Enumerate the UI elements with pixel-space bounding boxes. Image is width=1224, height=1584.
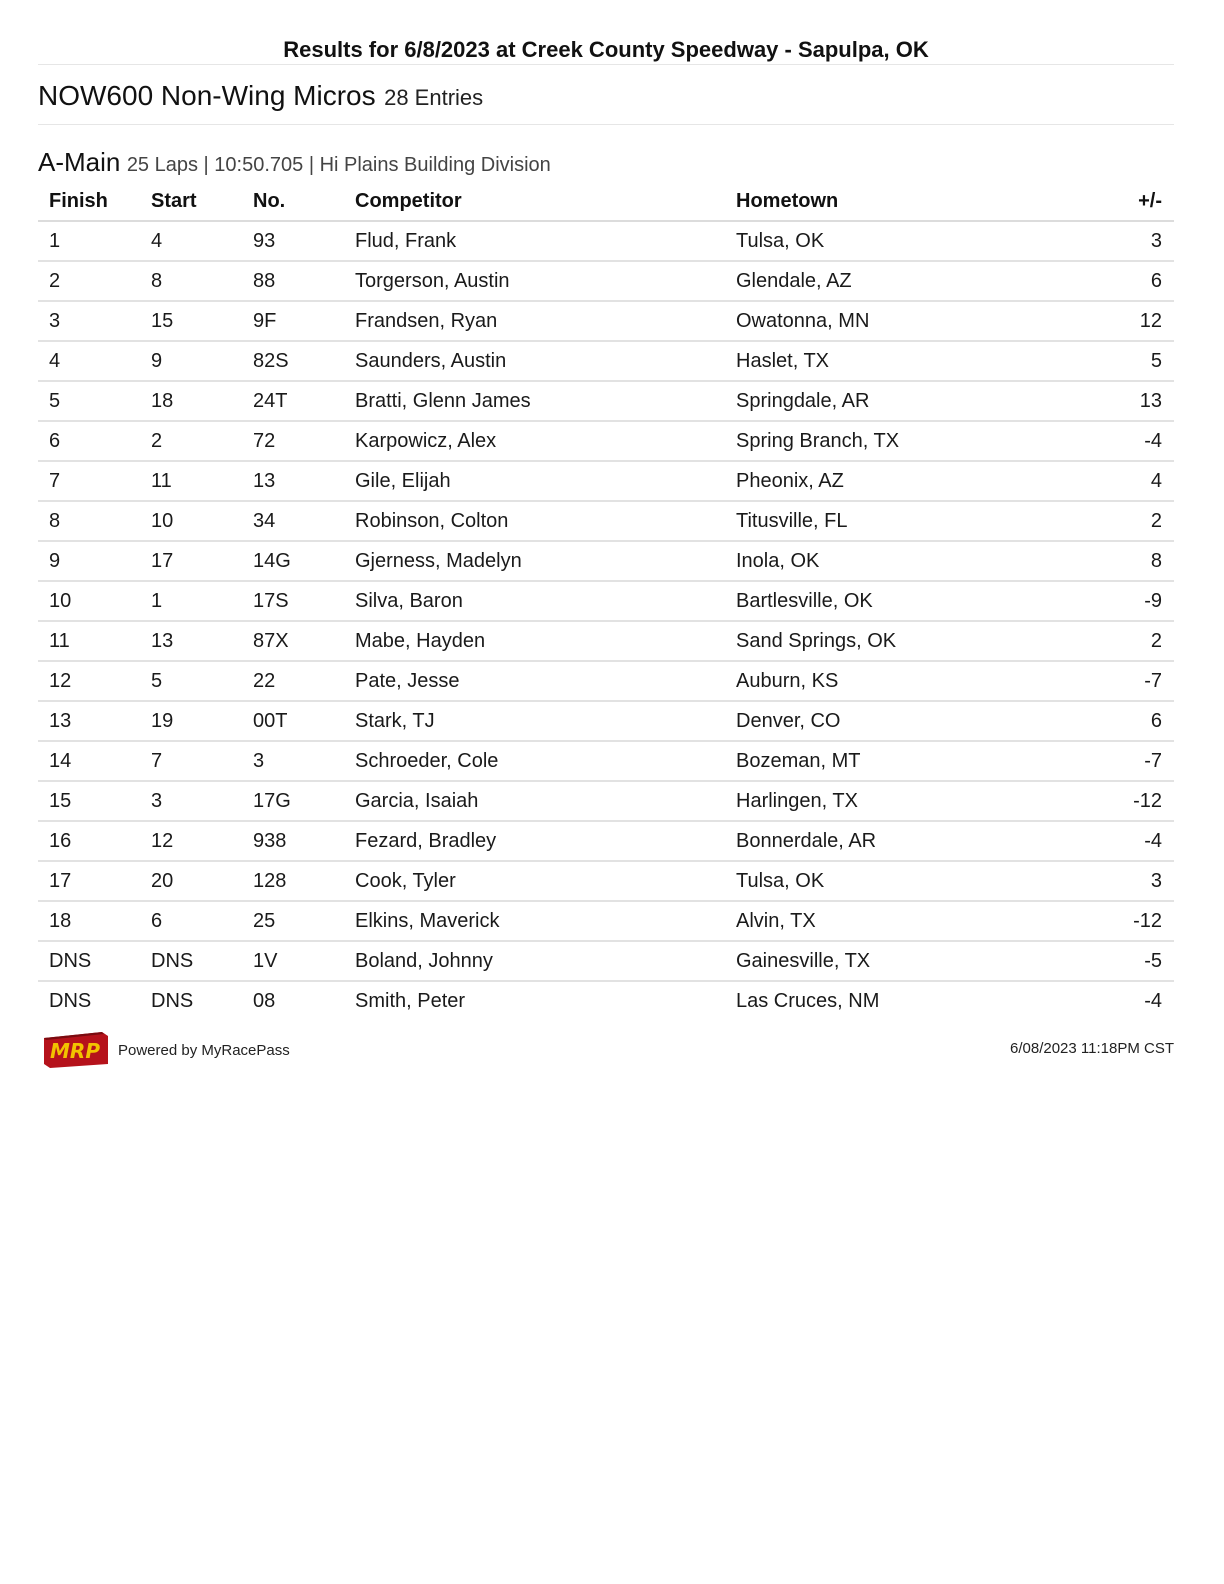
cell-competitor: Boland, Johnny	[344, 941, 725, 981]
cell-plus-minus: -7	[1074, 741, 1174, 781]
table-row	[38, 261, 1174, 301]
cell-finish: 8	[38, 501, 140, 541]
cell-start: 17	[140, 541, 242, 581]
cell-hometown: Owatonna, MN	[725, 301, 1074, 341]
cell-hometown: Sand Springs, OK	[725, 621, 1074, 661]
cell-plus-minus: -4	[1074, 421, 1174, 461]
table-row	[38, 501, 1174, 541]
cell-plus-minus: 13	[1074, 381, 1174, 421]
cell-finish: DNS	[38, 941, 140, 981]
cell-number: 93	[242, 221, 344, 261]
cell-start: 10	[140, 501, 242, 541]
cell-hometown: Harlingen, TX	[725, 781, 1074, 821]
cell-finish: 4	[38, 341, 140, 381]
logo-text: MRP	[50, 1039, 100, 1063]
cell-number: 34	[242, 501, 344, 541]
cell-start: 15	[140, 301, 242, 341]
cell-number: 82S	[242, 341, 344, 381]
cell-hometown: Spring Branch, TX	[725, 421, 1074, 461]
table-row	[38, 541, 1174, 581]
cell-start: 12	[140, 821, 242, 861]
table-row	[38, 901, 1174, 941]
cell-plus-minus: -9	[1074, 581, 1174, 621]
cell-plus-minus: -4	[1144, 989, 1162, 1012]
cell-hometown: Alvin, TX	[725, 901, 1074, 941]
cell-hometown: Bozeman, MT	[725, 741, 1074, 781]
cell-finish: 14	[38, 741, 140, 781]
powered-by-text: Powered by MyRacePass	[118, 1042, 290, 1059]
cell-number: 17G	[242, 781, 344, 821]
cell-finish: 10	[38, 581, 140, 621]
cell-competitor: Saunders, Austin	[344, 341, 725, 381]
table-row	[38, 661, 1174, 701]
table-row	[38, 381, 1174, 421]
cell-competitor: Stark, TJ	[344, 701, 725, 741]
cell-start: 5	[140, 661, 242, 701]
cell-competitor: Flud, Frank	[344, 221, 725, 261]
cell-plus-minus: 6	[1074, 701, 1174, 741]
cell-hometown: Springdale, AR	[725, 381, 1074, 421]
cell-hometown: Haslet, TX	[725, 341, 1074, 381]
cell-competitor: Schroeder, Cole	[344, 741, 725, 781]
cell-hometown: Tulsa, OK	[725, 221, 1074, 261]
cell-start: DNS	[140, 941, 242, 981]
cell-plus-minus: 2	[1074, 501, 1174, 541]
cell-finish: 18	[38, 901, 140, 941]
cell-start: 1	[140, 581, 242, 621]
cell-number: 14G	[242, 541, 344, 581]
myracepass-logo[interactable]	[42, 1030, 108, 1070]
cell-plus-minus: -12	[1074, 781, 1174, 821]
column-header-competitor: Competitor	[344, 182, 725, 221]
cell-start: 6	[140, 901, 242, 941]
cell-competitor: Cook, Tyler	[344, 861, 725, 901]
table-row	[38, 621, 1174, 661]
cell-plus-minus: 3	[1074, 221, 1174, 261]
cell-start: 20	[140, 861, 242, 901]
column-header-finish: Finish	[38, 182, 140, 221]
table-row	[38, 421, 1174, 461]
cell-hometown: Glendale, AZ	[725, 261, 1074, 301]
cell-number: 24T	[242, 381, 344, 421]
cell-start: 19	[140, 701, 242, 741]
table-header-row	[38, 182, 1174, 221]
race-heading	[38, 144, 1174, 180]
cell-finish: 6	[38, 421, 140, 461]
cell-number: 00T	[242, 701, 344, 741]
table-row	[38, 221, 1174, 261]
cell-finish: 13	[38, 701, 140, 741]
cell-hometown: Denver, CO	[725, 701, 1074, 741]
cell-number: 128	[242, 861, 344, 901]
table-row	[38, 941, 1174, 981]
generated-timestamp: 6/08/2023 11:18PM CST	[1010, 1040, 1174, 1057]
footer	[38, 1026, 1174, 1074]
cell-finish: 3	[38, 301, 140, 341]
cell-finish: 16	[38, 821, 140, 861]
cell-finish: 12	[38, 661, 140, 701]
cell-competitor: Karpowicz, Alex	[344, 421, 725, 461]
cell-plus-minus: 2	[1074, 621, 1174, 661]
cell-hometown: Tulsa, OK	[725, 861, 1074, 901]
entry-count: 28 Entries	[384, 85, 484, 110]
cell-number: 88	[242, 261, 344, 301]
table-row	[38, 341, 1174, 381]
cell-number: 13	[242, 461, 344, 501]
table-row	[38, 821, 1174, 861]
cell-finish: 7	[38, 461, 140, 501]
cell-finish: 17	[38, 861, 140, 901]
race-name: A-Main	[38, 147, 121, 177]
cell-number: 72	[242, 421, 344, 461]
cell-finish: 9	[38, 541, 140, 581]
cell-competitor: Frandsen, Ryan	[344, 301, 725, 341]
cell-plus-minus: 6	[1074, 261, 1174, 301]
class-heading	[38, 76, 1174, 125]
cell-competitor: Gile, Elijah	[344, 461, 725, 501]
column-header-start: Start	[140, 182, 242, 221]
cell-competitor: Fezard, Bradley	[344, 821, 725, 861]
cell-competitor: Mabe, Hayden	[344, 621, 725, 661]
table-row	[38, 461, 1174, 501]
cell-competitor: Torgerson, Austin	[344, 261, 725, 301]
cell-hometown: Las Cruces, NM	[736, 989, 880, 1012]
column-header-hometown: Hometown	[725, 182, 1074, 221]
race-info: 25 Laps | 10:50.705 | Hi Plains Building Division	[126, 154, 551, 176]
table-row	[38, 581, 1174, 621]
cell-number: 25	[242, 901, 344, 941]
cell-start: 3	[140, 781, 242, 821]
cell-number: 3	[242, 741, 344, 781]
cell-hometown: Auburn, KS	[725, 661, 1074, 701]
cell-competitor: Silva, Baron	[344, 581, 725, 621]
cell-finish: 1	[38, 221, 140, 261]
cell-number: 08	[253, 989, 276, 1012]
cell-start: 18	[140, 381, 242, 421]
cell-finish: DNS	[49, 989, 92, 1012]
cell-start: 9	[140, 341, 242, 381]
table-row	[38, 981, 1174, 1020]
cell-start: 7	[140, 741, 242, 781]
cell-plus-minus: 3	[1074, 861, 1174, 901]
table-row	[38, 301, 1174, 341]
cell-start: 4	[140, 221, 242, 261]
column-header-plus-minus: +/-	[1074, 182, 1174, 221]
cell-start: 8	[140, 261, 242, 301]
cell-finish: 11	[38, 621, 140, 661]
cell-start: 13	[140, 621, 242, 661]
table-row	[38, 861, 1174, 901]
cell-competitor: Elkins, Maverick	[344, 901, 725, 941]
column-header-number: No.	[242, 182, 344, 221]
cell-competitor: Smith, Peter	[355, 989, 466, 1012]
cell-hometown: Bonnerdale, AR	[725, 821, 1074, 861]
cell-start: DNS	[151, 989, 194, 1012]
cell-number: 22	[242, 661, 344, 701]
results-table	[38, 182, 1174, 1020]
cell-number: 938	[242, 821, 344, 861]
cell-hometown: Bartlesville, OK	[725, 581, 1074, 621]
cell-start: 11	[140, 461, 242, 501]
cell-number: 1V	[242, 941, 344, 981]
cell-plus-minus: -7	[1074, 661, 1174, 701]
results-body	[38, 221, 1174, 1020]
cell-number: 87X	[242, 621, 344, 661]
cell-competitor: Gjerness, Madelyn	[344, 541, 725, 581]
cell-finish: 15	[38, 781, 140, 821]
cell-plus-minus: -12	[1074, 901, 1174, 941]
cell-hometown: Inola, OK	[725, 541, 1074, 581]
cell-finish: 5	[38, 381, 140, 421]
cell-plus-minus: 8	[1074, 541, 1174, 581]
table-row	[38, 741, 1174, 781]
cell-number: 17S	[242, 581, 344, 621]
cell-plus-minus: 5	[1074, 341, 1174, 381]
cell-number: 9F	[242, 301, 344, 341]
cell-start: 2	[140, 421, 242, 461]
cell-finish: 2	[38, 261, 140, 301]
table-row	[38, 781, 1174, 821]
cell-competitor: Bratti, Glenn James	[344, 381, 725, 421]
cell-hometown: Pheonix, AZ	[725, 461, 1074, 501]
cell-plus-minus: -4	[1074, 821, 1174, 861]
cell-hometown: Gainesville, TX	[725, 941, 1074, 981]
page-title: Results for 6/8/2023 at Creek County Speedway - Sapulpa, OK	[38, 36, 1174, 65]
table-row	[38, 701, 1174, 741]
cell-plus-minus: 4	[1074, 461, 1174, 501]
cell-competitor: Garcia, Isaiah	[344, 781, 725, 821]
cell-hometown: Titusville, FL	[725, 501, 1074, 541]
cell-plus-minus: 12	[1074, 301, 1174, 341]
cell-competitor: Robinson, Colton	[344, 501, 725, 541]
cell-plus-minus: -5	[1074, 941, 1174, 981]
class-name: NOW600 Non-Wing Micros	[38, 80, 376, 111]
cell-competitor: Pate, Jesse	[344, 661, 725, 701]
